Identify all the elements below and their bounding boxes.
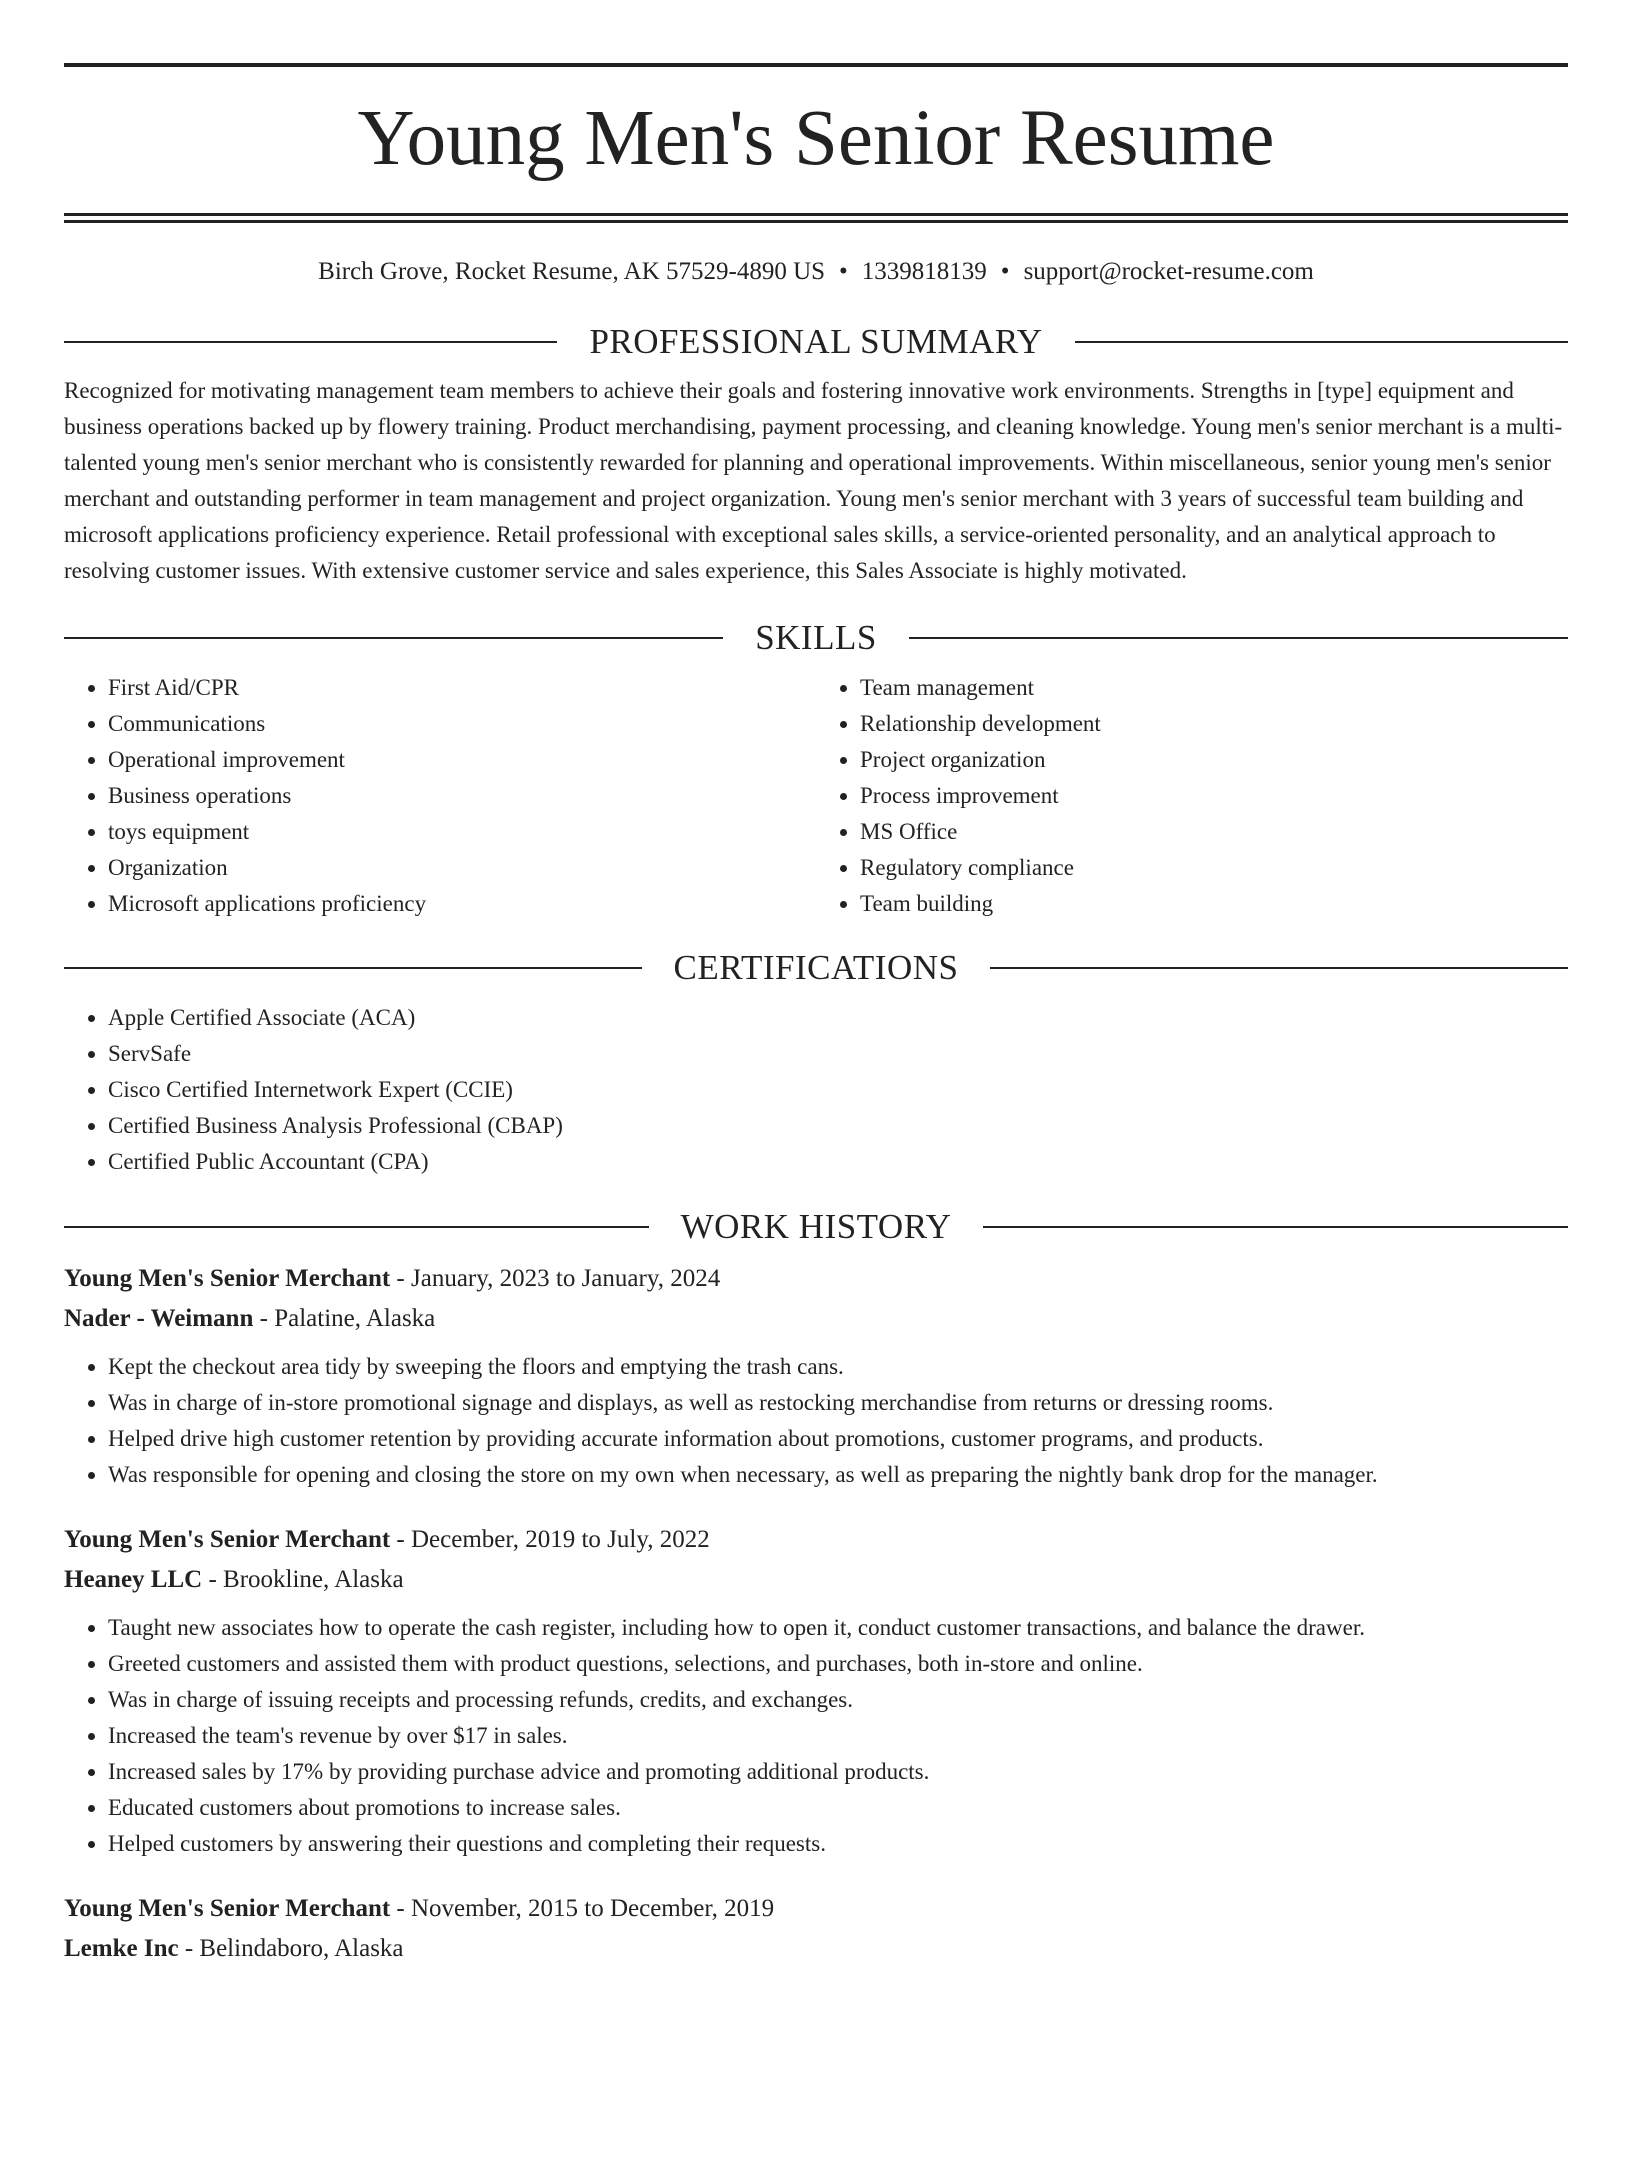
skill-item: • Operational improvement bbox=[108, 742, 816, 778]
contact-phone: 1339818139 bbox=[861, 258, 987, 285]
job-company: Lemke Inc bbox=[64, 1935, 179, 1962]
job-duty: • Was in charge of in-store promotional signage and displays, as well as restocking merchandise from returns or dressing rooms. bbox=[108, 1385, 1568, 1421]
work-history-heading-label: WORK HISTORY bbox=[680, 1207, 952, 1246]
job-duty: • Helped drive high customer retention by providing accurate information about promotions, customer programs, and products. bbox=[108, 1421, 1568, 1457]
job-location: - Brookline, Alaska bbox=[202, 1566, 404, 1593]
job-duties-list bbox=[64, 1349, 1568, 1493]
job-company-line bbox=[64, 1929, 1568, 1969]
skill-item: • Business operations bbox=[108, 778, 816, 814]
job-dates: - December, 2019 to July, 2022 bbox=[390, 1526, 710, 1553]
resume-page bbox=[0, 63, 1632, 2175]
contact-email: support@rocket-resume.com bbox=[1023, 258, 1314, 285]
job-duty: • Greeted customers and assisted them with product questions, selections, and purchases, both in-store and online. bbox=[108, 1646, 1568, 1682]
job-duty: • Educated customers about promotions to increase sales. bbox=[108, 1790, 1568, 1826]
skill-item: • Microsoft applications proficiency bbox=[108, 886, 816, 922]
professional-summary-text: Recognized for motivating management team members to achieve their goals and fostering innovative work environments. Strengths in [type] equipment and business operations backed up by flowery training. Product merchandising, payment processing, and cleaning knowledge. Young men's senior merchant is a multi-talented young men's senior merchant who is consistently rewarded for planning and operational improvements. Within miscellaneous, senior young men's senior merchant and outstanding performer in team management and project organization. Young men's senior merchant with 3 years of successful team building and microsoft applications proficiency experience. Retail professional with exceptional sales skills, a service-oriented personality, and an analytical approach to resolving customer issues. With extensive customer service and sales experience, this Sales Associate is highly motivated. bbox=[64, 378, 1563, 583]
heading-rule-left bbox=[64, 341, 557, 343]
summary-heading-label: PROFESSIONAL SUMMARY bbox=[589, 322, 1043, 361]
skill-item: • Team building bbox=[860, 886, 1568, 922]
skills-heading-label: SKILLS bbox=[755, 618, 877, 657]
certifications-heading-label: CERTIFICATIONS bbox=[673, 948, 959, 987]
skill-item: • First Aid/CPR bbox=[108, 670, 816, 706]
certification-item: • Certified Public Accountant (CPA) bbox=[108, 1144, 1568, 1180]
skill-item: • Process improvement bbox=[860, 778, 1568, 814]
heading-rule-left bbox=[64, 637, 723, 639]
heading-rule-right bbox=[983, 1226, 1568, 1228]
job-location: - Belindaboro, Alaska bbox=[178, 1935, 404, 1962]
contact-separator: • bbox=[1000, 258, 1010, 285]
skills-list-left bbox=[64, 670, 816, 922]
certification-item: • ServSafe bbox=[108, 1036, 1568, 1072]
contact-separator: • bbox=[839, 258, 848, 285]
skills-column-left bbox=[64, 670, 816, 922]
job-entry bbox=[64, 1520, 1568, 1862]
skill-item: • Team management bbox=[860, 670, 1568, 706]
heading-rule-right bbox=[990, 967, 1568, 969]
job-duty: • Kept the checkout area tidy by sweeping the floors and emptying the trash cans. bbox=[108, 1349, 1568, 1385]
heading-rule-right bbox=[909, 637, 1568, 639]
job-dates: - November, 2015 to December, 2019 bbox=[390, 1895, 775, 1922]
job-dates: - January, 2023 to January, 2024 bbox=[390, 1265, 721, 1292]
certification-item: • Cisco Certified Internetwork Expert (CCIE) bbox=[108, 1072, 1568, 1108]
job-title-line bbox=[64, 1889, 1568, 1929]
job-duty: • Helped customers by answering their questions and completing their requests. bbox=[108, 1826, 1568, 1862]
contact-address: Birch Grove, Rocket Resume, AK 57529-4890 US bbox=[318, 258, 826, 285]
certification-item: • Apple Certified Associate (ACA) bbox=[108, 1000, 1568, 1036]
skill-item: • Relationship development bbox=[860, 706, 1568, 742]
job-duty: • Increased the team's revenue by over $17 in sales. bbox=[108, 1718, 1568, 1754]
summary-section-heading bbox=[64, 322, 1568, 362]
heading-rule-left bbox=[64, 967, 642, 969]
job-title: Young Men's Senior Merchant bbox=[64, 1526, 391, 1553]
skill-item: • toys equipment bbox=[108, 814, 816, 850]
job-duty: • Was responsible for opening and closing the store on my own when necessary, as well as preparing the nightly bank drop for the manager. bbox=[108, 1457, 1568, 1493]
job-entry bbox=[64, 1259, 1568, 1493]
skill-item: • Regulatory compliance bbox=[860, 850, 1568, 886]
job-company: Nader - Weimann bbox=[64, 1305, 254, 1332]
job-duty: • Increased sales by 17% by providing purchase advice and promoting additional products. bbox=[108, 1754, 1568, 1790]
job-title-line bbox=[64, 1520, 1568, 1560]
job-company-line bbox=[64, 1560, 1568, 1600]
certifications-list bbox=[64, 1000, 1568, 1180]
skill-item: • Organization bbox=[108, 850, 816, 886]
job-location: - Palatine, Alaska bbox=[253, 1305, 436, 1332]
job-duty: • Taught new associates how to operate the cash register, including how to open it, conduct customer transactions, and balance the drawer. bbox=[108, 1610, 1568, 1646]
heading-rule-right bbox=[1075, 341, 1568, 343]
work-history-section-heading bbox=[64, 1207, 1568, 1247]
skill-item: • MS Office bbox=[860, 814, 1568, 850]
job-entry bbox=[64, 1889, 1568, 1969]
job-duties-list bbox=[64, 1610, 1568, 1862]
contact-line bbox=[64, 257, 1568, 287]
skill-item: • Communications bbox=[108, 706, 816, 742]
skills-list-right bbox=[816, 670, 1568, 922]
skill-item: • Project organization bbox=[860, 742, 1568, 778]
job-company: Heaney LLC bbox=[64, 1566, 203, 1593]
skills-section-heading bbox=[64, 618, 1568, 658]
job-title: Young Men's Senior Merchant bbox=[64, 1895, 391, 1922]
title-double-rule bbox=[64, 213, 1568, 223]
heading-rule-left bbox=[64, 1226, 649, 1228]
job-title-line bbox=[64, 1259, 1568, 1299]
certification-item: • Certified Business Analysis Professional (CBAP) bbox=[108, 1108, 1568, 1144]
skills-column-right bbox=[816, 670, 1568, 922]
skills-columns bbox=[64, 670, 1568, 922]
document-title: Young Men's Senior Resume bbox=[357, 95, 1275, 182]
job-title: Young Men's Senior Merchant bbox=[64, 1265, 391, 1292]
job-company-line bbox=[64, 1299, 1568, 1339]
job-duty: • Was in charge of issuing receipts and processing refunds, credits, and exchanges. bbox=[108, 1682, 1568, 1718]
certifications-section-heading bbox=[64, 948, 1568, 988]
